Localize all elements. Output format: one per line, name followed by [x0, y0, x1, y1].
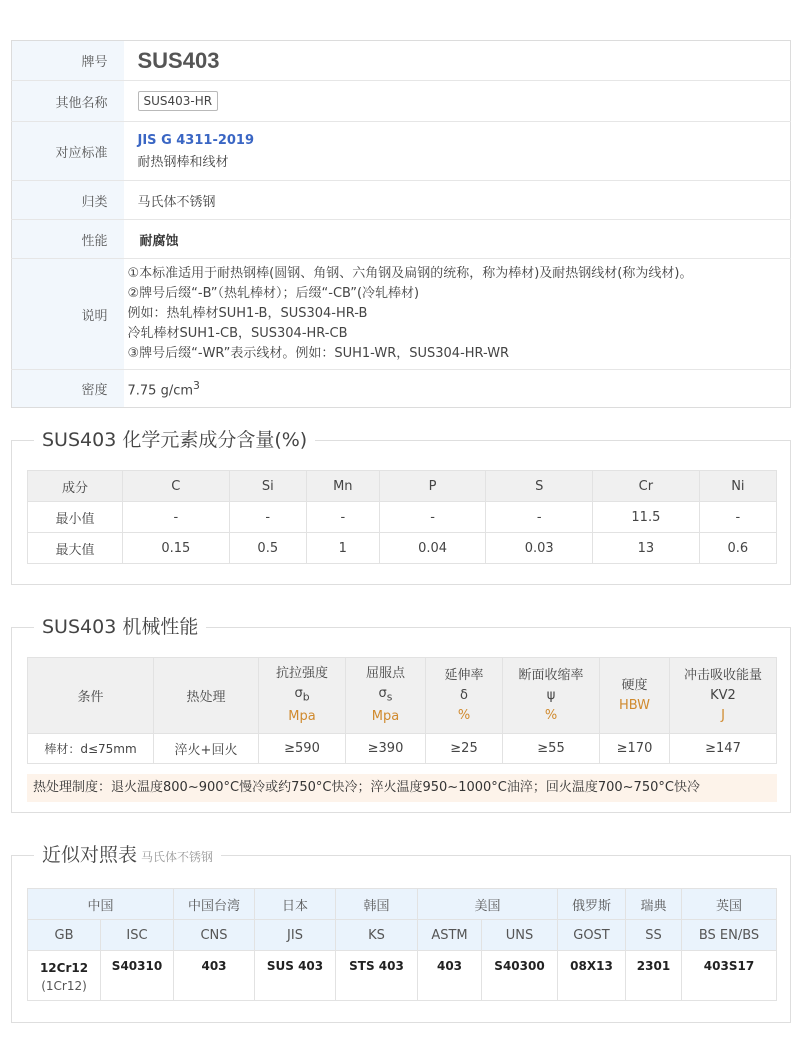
- mechanical-properties-section: [11, 616, 791, 813]
- country-cell: 瑞典: [626, 889, 682, 920]
- mech-header-yield: [346, 658, 426, 734]
- property-value: 耐腐蚀: [139, 233, 179, 249]
- yield-label: 屈服点: [365, 665, 405, 681]
- chem-cell: 最大值: [28, 533, 123, 564]
- description-line: ②牌号后缀“-B”（热轧棒材）；后缀“-CB”(冷轧棒材): [127, 286, 420, 301]
- chem-cell: 0.5: [229, 533, 306, 564]
- property-label: 性能: [12, 220, 124, 259]
- mech-cell: ≥590: [259, 734, 346, 764]
- reduction-label: 断面收缩率: [518, 667, 584, 683]
- standard-cell: SS: [626, 920, 682, 951]
- yield-subscript: s: [386, 690, 393, 704]
- tensile-unit: Mpa: [288, 709, 316, 725]
- chem-cell: 13: [593, 533, 700, 564]
- gb-grade-alt: (1Cr12): [41, 979, 87, 993]
- standard-cell: UNS: [482, 920, 558, 951]
- mech-header-reduction: [503, 658, 600, 734]
- standard-name: 耐热钢棒和线材: [137, 154, 229, 170]
- chem-cell: -: [699, 502, 776, 533]
- grade-cell: 08X13: [558, 951, 626, 1001]
- standard-row: [28, 920, 777, 951]
- chemical-composition-table: [27, 470, 777, 564]
- country-cell: 俄罗斯: [558, 889, 626, 920]
- country-cell: 美国: [418, 889, 558, 920]
- chem-cell: -: [379, 502, 486, 533]
- yield-symbol: σ: [378, 685, 387, 701]
- chem-cell: -: [229, 502, 306, 533]
- reduction-unit: %: [544, 707, 558, 723]
- chem-header-cell: Si: [229, 471, 306, 502]
- standard-cell: GB: [28, 920, 101, 951]
- alias-label: 其他名称: [12, 81, 124, 122]
- mech-header-elongation: [426, 658, 503, 734]
- chem-cell: -: [123, 502, 230, 533]
- mech-cell: ≥170: [600, 734, 670, 764]
- equivalent-grades-title: [34, 840, 221, 867]
- chem-header-cell: P: [379, 471, 486, 502]
- mech-header-condition: 条件: [28, 658, 154, 734]
- country-cell: 英国: [682, 889, 777, 920]
- chemical-composition-title: SUS403 化学元素成分含量(%): [34, 425, 315, 452]
- elongation-label: 延伸率: [444, 667, 484, 683]
- chem-row-max: [28, 533, 777, 564]
- description-line: 冷轧棒材SUH1-CB，SUS304-HR-CB: [127, 326, 348, 341]
- mech-cell: 淬火+回火: [154, 734, 259, 764]
- info-row-grade: [12, 41, 791, 81]
- country-cell: 中国: [28, 889, 174, 920]
- tensile-subscript: b: [302, 690, 310, 704]
- grade-cell: SUS 403: [255, 951, 336, 1001]
- standard-cell: ISC: [101, 920, 174, 951]
- density-exponent: 3: [193, 378, 200, 392]
- standard-cell: GOST: [558, 920, 626, 951]
- equivalent-grades-table: [27, 888, 777, 1001]
- mech-data-row: [28, 734, 777, 764]
- yield-unit: Mpa: [371, 709, 400, 725]
- standard-cell: KS: [336, 920, 418, 951]
- chem-cell: -: [306, 502, 379, 533]
- chem-cell: 0.03: [486, 533, 593, 564]
- chem-cell: 最小值: [28, 502, 123, 533]
- chem-row-min: [28, 502, 777, 533]
- grade-label: 牌号: [12, 41, 124, 81]
- grade-cell: S40300: [482, 951, 558, 1001]
- mech-header-heat: 热处理: [154, 658, 259, 734]
- chem-cell: 0.15: [123, 533, 230, 564]
- chem-cell: 1: [306, 533, 379, 564]
- grade-cell: 403: [418, 951, 482, 1001]
- mech-cell: ≥55: [503, 734, 600, 764]
- standard-label: 对应标准: [12, 122, 124, 181]
- standard-cell: ASTM: [418, 920, 482, 951]
- heat-treatment-note: 热处理制度：退火温度800~900°C慢冷或约750°C快冷；淬火温度950~1000°C油淬；回火温度700~750°C快冷: [27, 774, 777, 802]
- mech-header-row: [28, 658, 777, 734]
- mech-header-hardness: [600, 658, 670, 734]
- info-row-category: [12, 181, 791, 220]
- grade-cell: S40310: [101, 951, 174, 1001]
- standard-code-link[interactable]: JIS G 4311-2019: [137, 132, 255, 148]
- chem-cell: -: [486, 502, 593, 533]
- grade-cell: 403: [174, 951, 255, 1001]
- country-cell: 韩国: [336, 889, 418, 920]
- hardness-unit: HBW: [618, 697, 651, 713]
- standard-cell: BS EN/BS: [682, 920, 777, 951]
- elongation-symbol: δ: [460, 687, 468, 703]
- chem-cell: 11.5: [593, 502, 700, 533]
- equivalent-grades-section: [11, 844, 791, 1023]
- density-value: 7.75 g/cm: [127, 383, 194, 399]
- grade-row: [28, 951, 777, 1001]
- tensile-label: 抗拉强度: [275, 665, 328, 681]
- category-value: 马氏体不锈钢: [124, 181, 791, 220]
- chem-header-row: [28, 471, 777, 502]
- description-line: ①本标准适用于耐热钢棒(圆钢、角钢、六角钢及扁钢的统称，称为棒材)及耐热钢线材(称为线材)。: [127, 266, 693, 281]
- standard-cell: JIS: [255, 920, 336, 951]
- hardness-label: 硬度: [621, 677, 648, 693]
- info-row-alias: [12, 81, 791, 122]
- mech-cell: ≥390: [346, 734, 426, 764]
- chem-header-cell: S: [486, 471, 593, 502]
- chem-cell: 0.6: [699, 533, 776, 564]
- mech-cell: ≥25: [426, 734, 503, 764]
- country-cell: 日本: [255, 889, 336, 920]
- impact-label: 冲击吸收能量: [683, 667, 762, 683]
- grade-cell: STS 403: [336, 951, 418, 1001]
- info-row-standard: [12, 122, 791, 181]
- standard-cell: CNS: [174, 920, 255, 951]
- description-label: 说明: [12, 259, 124, 370]
- description-line: 例如：热轧棒材SUH1-B，SUS304-HR-B: [127, 306, 368, 321]
- mech-header-impact: [670, 658, 777, 734]
- mechanical-properties-title: SUS403 机械性能: [34, 612, 206, 639]
- chem-header-cell: Mn: [306, 471, 379, 502]
- grade-cell: 403S17: [682, 951, 777, 1001]
- mechanical-properties-table: [27, 657, 777, 764]
- mech-cell: ≥147: [670, 734, 777, 764]
- chem-header-cell: 成分: [28, 471, 123, 502]
- elongation-unit: %: [457, 707, 471, 723]
- info-row-property: [12, 220, 791, 259]
- description-line: ③牌号后缀“-WR”表示线材。例如：SUH1-WR，SUS304-HR-WR: [127, 346, 510, 361]
- info-row-density: [12, 370, 791, 408]
- reduction-symbol: ψ: [546, 687, 556, 703]
- gb-grade: 12Cr12: [39, 961, 89, 975]
- equivalent-grades-subtitle: 马氏体不锈钢: [141, 850, 214, 864]
- chem-header-cell: Cr: [593, 471, 700, 502]
- impact-symbol: KV2: [710, 687, 736, 703]
- alias-tag[interactable]: SUS403-HR: [138, 91, 219, 111]
- info-row-description: [12, 259, 791, 370]
- grade-value: SUS403: [137, 47, 220, 73]
- grade-cell: 2301: [626, 951, 682, 1001]
- material-info-table: [11, 40, 791, 408]
- grade-cell-gb: [28, 951, 101, 1001]
- country-row: [28, 889, 777, 920]
- chemical-composition-section: [11, 429, 791, 585]
- tensile-symbol: σ: [294, 685, 303, 701]
- impact-unit: J: [721, 707, 725, 723]
- equivalent-grades-heading: 近似对照表: [42, 844, 138, 866]
- country-cell: 中国台湾: [174, 889, 255, 920]
- category-label: 归类: [12, 181, 124, 220]
- density-label: 密度: [12, 370, 124, 408]
- mech-cell: 棒材：d≤75mm: [28, 734, 154, 764]
- chem-cell: 0.04: [379, 533, 486, 564]
- chem-header-cell: Ni: [699, 471, 776, 502]
- mech-header-tensile: [259, 658, 346, 734]
- chem-header-cell: C: [123, 471, 230, 502]
